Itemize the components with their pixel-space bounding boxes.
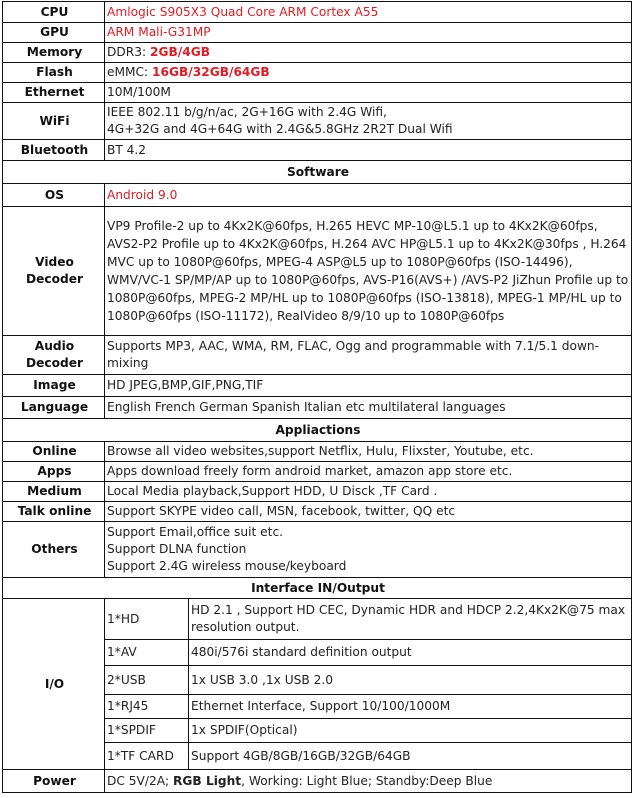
wifi-line-1: IEEE 802.11 b/g/n/ac, 2G+16G with 2.4G Wifi, bbox=[107, 105, 387, 119]
row-flash bbox=[3, 63, 632, 83]
row-wifi bbox=[3, 103, 632, 140]
os-value: Android 9.0 bbox=[105, 184, 632, 207]
flash-size: 16GB/32GB/64GB bbox=[152, 65, 270, 79]
applications-heading: Appliactions bbox=[3, 419, 632, 442]
cpu-label: CPU bbox=[3, 2, 105, 23]
os-label: OS bbox=[3, 184, 105, 207]
power-value bbox=[105, 770, 632, 793]
image-value: HD JPEG,BMP,GIF,PNG,TIF bbox=[105, 375, 632, 397]
row-talk-online bbox=[3, 502, 632, 522]
row-gpu bbox=[3, 23, 632, 43]
others-value bbox=[105, 522, 632, 578]
port-name: 1*SPDIF bbox=[105, 719, 189, 743]
power-led-status: , Working: Light Blue; Standby:Deep Blue bbox=[241, 773, 493, 788]
row-bluetooth bbox=[3, 140, 632, 161]
talk-online-value: Support SKYPE video call, MSN, facebook, twitter, QQ etc bbox=[105, 502, 632, 522]
others-label: Others bbox=[3, 522, 105, 578]
bluetooth-value: BT 4.2 bbox=[105, 140, 632, 161]
port-desc: 1x USB 3.0 ,1x USB 2.0 bbox=[189, 666, 632, 695]
port-name: 1*TF CARD bbox=[105, 743, 189, 770]
port-desc: 480i/576i standard definition output bbox=[189, 640, 632, 666]
audio-decoder-value: Supports MP3, AAC, WMA, RM, FLAC, Ogg and programmable with 7.1/5.1 down-mixing bbox=[105, 336, 632, 375]
port-desc: Ethernet Interface, Support 10/100/1000M bbox=[189, 695, 632, 719]
medium-value: Local Media playback,Support HDD, U Disck ,TF Card . bbox=[105, 482, 632, 502]
online-label: Online bbox=[3, 442, 105, 462]
row-ethernet bbox=[3, 83, 632, 103]
port-row bbox=[3, 599, 632, 640]
others-line-3: Support 2.4G wireless mouse/keyboard bbox=[107, 559, 347, 573]
wifi-label: WiFi bbox=[3, 103, 105, 140]
gpu-value: ARM Mali-G31MP bbox=[105, 23, 632, 43]
image-label: Image bbox=[3, 375, 105, 397]
flash-label: Flash bbox=[3, 63, 105, 83]
interface-heading: Interface IN/Output bbox=[3, 578, 632, 599]
flash-value bbox=[105, 63, 632, 83]
row-power bbox=[3, 770, 632, 793]
others-line-1: Support Email,office suit etc. bbox=[107, 525, 284, 539]
flash-type: eMMC: bbox=[107, 65, 153, 79]
row-interface-heading bbox=[3, 578, 632, 599]
row-online bbox=[3, 442, 632, 462]
audio-decoder-label-line-1: Audio bbox=[34, 339, 75, 353]
video-decoder-label bbox=[3, 207, 105, 336]
online-value: Browse all video websites,support Netflix, Hulu, Flixster, Youtube, etc. bbox=[105, 442, 632, 462]
video-decoder-label-line-2: Decoder bbox=[26, 272, 83, 286]
medium-label: Medium bbox=[3, 482, 105, 502]
row-video-decoder bbox=[3, 207, 632, 336]
memory-value bbox=[105, 43, 632, 63]
gpu-label: GPU bbox=[3, 23, 105, 43]
row-cpu bbox=[3, 2, 632, 23]
others-line-2: Support DLNA function bbox=[107, 542, 247, 556]
power-label: Power bbox=[3, 770, 105, 793]
audio-decoder-label-line-2: Decoder bbox=[26, 356, 83, 370]
software-heading: Software bbox=[3, 161, 632, 184]
video-decoder-label-line-1: Video bbox=[35, 255, 74, 269]
row-applications-heading bbox=[3, 419, 632, 442]
row-image bbox=[3, 375, 632, 397]
power-input: DC 5V/2A; bbox=[107, 773, 174, 788]
audio-decoder-label bbox=[3, 336, 105, 375]
memory-label: Memory bbox=[3, 43, 105, 63]
port-desc: HD 2.1 , Support HD CEC, Dynamic HDR and HDCP 2.2,4Kx2K@75 max resolution output. bbox=[189, 599, 632, 640]
rgb-light: RGB Light bbox=[173, 773, 242, 788]
row-language bbox=[3, 397, 632, 419]
language-label: Language bbox=[3, 397, 105, 419]
spec-table bbox=[2, 1, 632, 793]
row-apps bbox=[3, 462, 632, 482]
port-name: 1*HD bbox=[105, 599, 189, 640]
cpu-value: Amlogic S905X3 Quad Core ARM Cortex A55 bbox=[105, 2, 632, 23]
ethernet-label: Ethernet bbox=[3, 83, 105, 103]
wifi-value bbox=[105, 103, 632, 140]
apps-value: Apps download freely form android market, amazon app store etc. bbox=[105, 462, 632, 482]
port-name: 1*RJ45 bbox=[105, 695, 189, 719]
memory-size: 2GB/4GB bbox=[149, 45, 210, 59]
wifi-line-2: 4G+32G and 4G+64G with 2.4G&5.8GHz 2R2T Dual Wifi bbox=[107, 122, 453, 136]
row-os bbox=[3, 184, 632, 207]
port-name: 1*AV bbox=[105, 640, 189, 666]
io-label: I/O bbox=[3, 599, 105, 770]
memory-type: DDR3: bbox=[107, 45, 150, 59]
language-value: English French German Spanish Italian etc multilateral languages bbox=[105, 397, 632, 419]
row-medium bbox=[3, 482, 632, 502]
ethernet-value: 10M/100M bbox=[105, 83, 632, 103]
talk-online-label: Talk online bbox=[3, 502, 105, 522]
port-desc: Support 4GB/8GB/16GB/32GB/64GB bbox=[189, 743, 632, 770]
apps-label: Apps bbox=[3, 462, 105, 482]
row-memory bbox=[3, 43, 632, 63]
video-decoder-value: VP9 Profile-2 up to 4Kx2K@60fps, H.265 HEVC MP-10@L5.1 up to 4Kx2K@60fps, AVS2-P2 Profile up to 4Kx2K@60fps, H.264 AVC HP@L5.1 up to 4Kx2K@30fps , H.264 MVC up to 1080P@60fps, MPEG-4 ASP@L5 up to 1080P@60fps (ISO-14496), WMV/VC-1 SP/MP/AP up to 1080P@60fps, AVS-P16(AVS+) /AVS-P2 JiZhun Profile up to 1080P@60fps, MPEG-2 MP/HL up to 1080P@60fps (ISO-13818), MPEG-1 MP/HL up to 1080P@60fps (ISO-11172), RealVideo 8/9/10 up to 1080P@60fps bbox=[105, 207, 632, 336]
port-desc: 1x SPDIF(Optical) bbox=[189, 719, 632, 743]
bluetooth-label: Bluetooth bbox=[3, 140, 105, 161]
row-others bbox=[3, 522, 632, 578]
port-name: 2*USB bbox=[105, 666, 189, 695]
row-audio-decoder bbox=[3, 336, 632, 375]
row-software-heading bbox=[3, 161, 632, 184]
